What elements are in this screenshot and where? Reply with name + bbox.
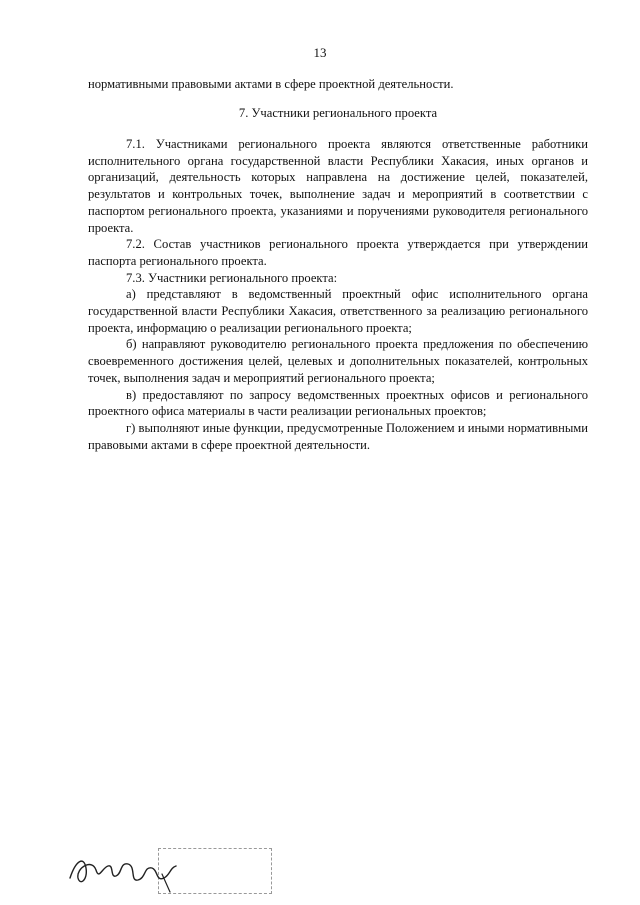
paragraph-7-1: 7.1. Участниками регионального проекта являются ответственные работники исполнительного органа государственной власти Республики Хакасия, иных органов и организаций, деятельность которых направлена на достижение целей, показателей, результатов и контрольных точек, выполнение задач и мероприятий в соответствии с паспортом регионального проекта, указаниями и поручениями руководителя регионального проекта. xyxy=(88,137,588,235)
paragraph-7-3-b: б) направляют руководителю регионального проекта предложения по обеспечению своевременного достижения целей, целевых и дополнительных показателей, контрольных точек, выполнения задач и мероприятий регионального проекта; xyxy=(88,337,588,385)
page-number: 13 xyxy=(313,45,327,60)
paragraph-7-3-v: в) предоставляют по запросу ведомственных проектных офисов и регионального проектного офиса материалы в части реализации региональных проектов; xyxy=(88,387,588,419)
carry-over-text: нормативными правовыми актами в сфере проектной деятельности. xyxy=(88,77,454,91)
paragraph-7-3-a: а) представляют в ведомственный проектный офис исполнительного органа государственной власти Республики Хакасия, ответственного за реализацию регионального проекта, информацию о реализации регионального проекта; xyxy=(88,287,588,335)
paragraph-7-2: 7.2. Состав участников регионального проекта утверждается при утверждении паспорта регионального проекта. xyxy=(88,237,588,268)
paragraph-7-3-g: г) выполняют иные функции, предусмотренные Положением и иными нормативными правовыми актами в сфере проектной деятельности. xyxy=(88,420,588,452)
paragraph-7-3: 7.3. Участники регионального проекта: xyxy=(126,270,338,285)
handwritten-signature xyxy=(66,838,186,903)
section-body xyxy=(88,136,588,453)
section-heading: 7. Участники регионального проекта xyxy=(238,106,438,120)
